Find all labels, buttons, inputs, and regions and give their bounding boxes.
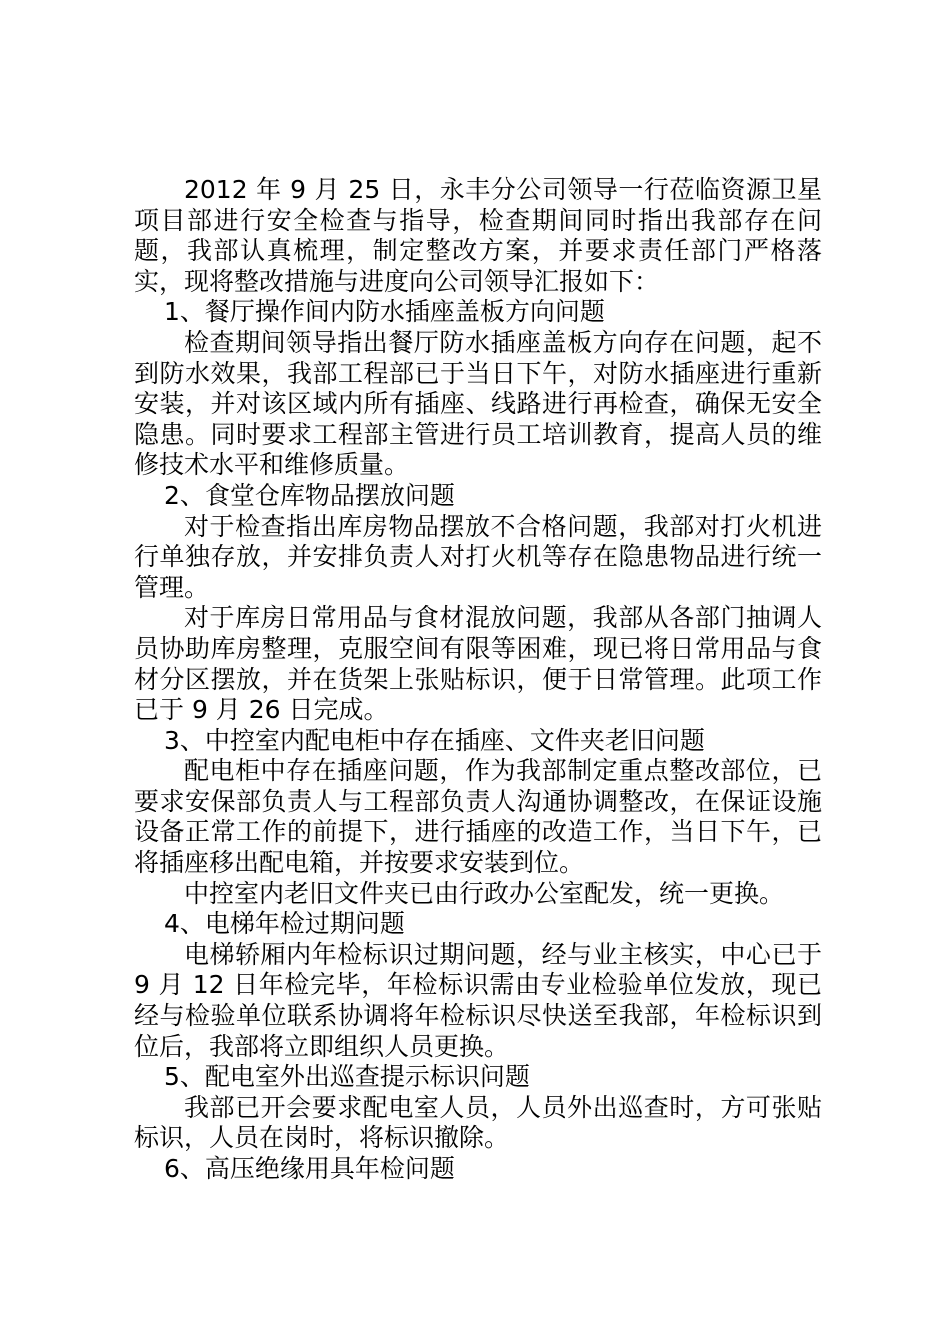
- section-heading-2: 2、食堂仓库物品摆放问题: [164, 480, 455, 510]
- section-1-paragraph: 检查期间领导指出餐厅防水插座盖板方向存在问题，起不到防水效果，我部工程部已于当日下午，对防水插座进行重新安装，并对该区域内所有插座、线路进行再检查，确保无安全隐患。同时要求工程部主管进行员工培训教育，提高人员的维修技术水平和维修质量。: [134, 327, 822, 480]
- section-heading-5: 5、配电室外出巡查提示标识问题: [164, 1062, 530, 1092]
- section-heading-1: 1、餐厅操作间内防水插座盖板方向问题: [164, 297, 605, 327]
- section-4-paragraph: 电梯轿厢内年检标识过期问题，经与业主核实，中心已于 9 月 12 日年检完毕，年检标识需由专业检验单位发放，现已经与检验单位联系协调将年检标识尽快送至我部，年检标识到位后，我部将立即组织人员更换。: [134, 939, 822, 1061]
- intro-paragraph: 2012 年 9 月 25 日，永丰分公司领导一行莅临资源卫星项目部进行安全检查与指导，检查期间同时指出我部存在问题，我部认真梳理，制定整改方案，并要求责任部门严格落实，现将整改措施与进度向公司领导汇报如下：: [134, 175, 822, 296]
- section-heading-6: 6、高压绝缘用具年检问题: [164, 1154, 455, 1183]
- section-heading-4: 4、电梯年检过期问题: [164, 909, 405, 939]
- section-3-paragraph-2: 中控室内老旧文件夹已由行政办公室配发，统一更换。: [184, 878, 785, 908]
- section-2-paragraph-2: 对于库房日常用品与食材混放问题，我部从各部门抽调人员协助库房整理，克服空间有限等困难，现已将日常用品与食材分区摆放，并在货架上张贴标识，便于日常管理。此项工作已于 9 月 26 日完成。: [134, 603, 822, 725]
- section-heading-3: 3、中控室内配电柜中存在插座、文件夹老旧问题: [164, 725, 705, 755]
- section-2-paragraph-1: 对于检查指出库房物品摆放不合格问题，我部对打火机进行单独存放，并安排负责人对打火机等存在隐患物品进行统一管理。: [134, 511, 822, 602]
- section-3-paragraph-1: 配电柜中存在插座问题，作为我部制定重点整改部位，已要求安保部负责人与工程部负责人沟通协调整改，在保证设施设备正常工作的前提下，进行插座的改造工作，当日下午，已将插座移出配电箱，并按要求安装到位。: [134, 756, 822, 878]
- document-page: [134, 175, 822, 1185]
- section-5-paragraph: 我部已开会要求配电室人员，人员外出巡查时，方可张贴标识，人员在岗时，将标识撤除。: [134, 1092, 822, 1153]
